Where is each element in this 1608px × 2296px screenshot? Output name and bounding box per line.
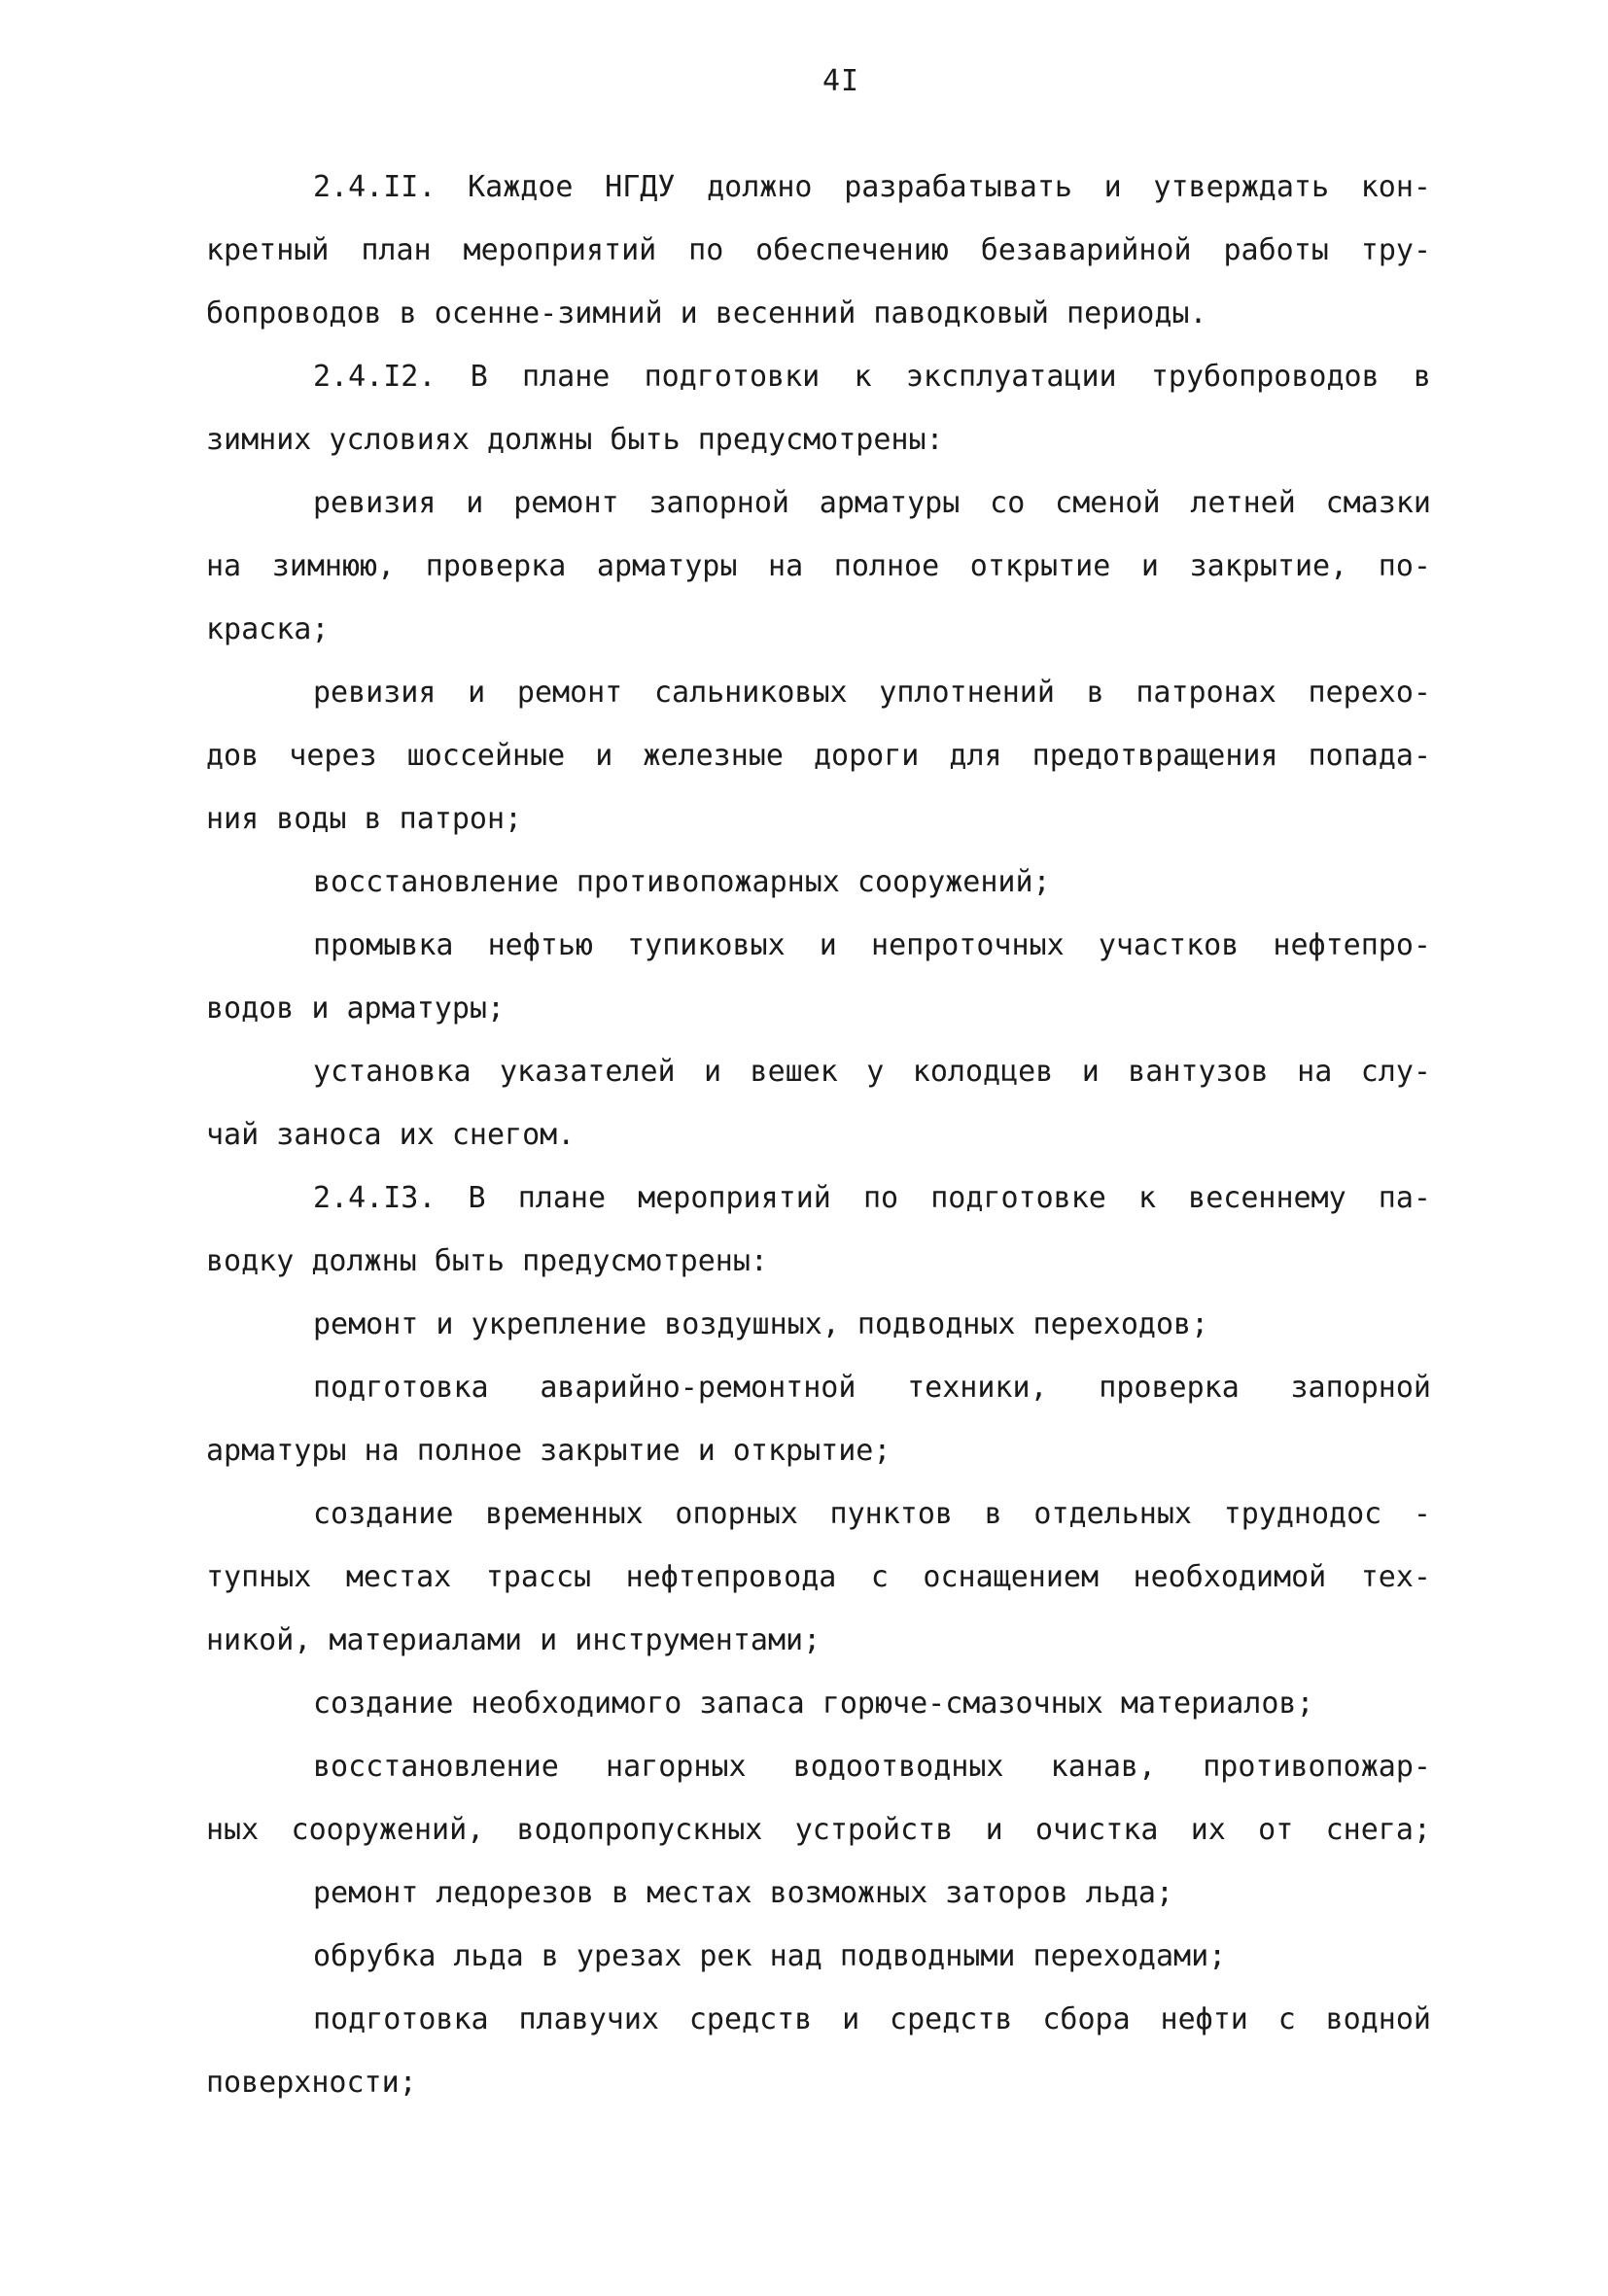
- page-number: 4I: [822, 64, 860, 98]
- text-line: бопроводов в осенне-зимний и весенний паводковый периоды.: [206, 296, 1207, 330]
- text-line: водку должны быть предусмотрены:: [206, 1244, 768, 1278]
- text-line: тупных местах трассы нефтепровода с оснащением необходимой тех-: [206, 1560, 1431, 1594]
- text-line: ных сооружений, водопропускных устройств и очистка их от снега;: [206, 1813, 1431, 1847]
- text-line: арматуры на полное закрытие и открытие;: [206, 1434, 891, 1468]
- text-line: установка указателей и вешек у колодцев и вантузов на слу-: [313, 1055, 1431, 1089]
- text-line: ния воды в патрон;: [206, 802, 523, 836]
- text-line: ревизия и ремонт сальниковых уплотнений в патронах перехо-: [313, 676, 1431, 710]
- text-line: на зимнюю, проверка арматуры на полное открытие и закрытие, по-: [206, 549, 1431, 583]
- text-line: 2.4.I3. В плане мероприятий по подготовке к весеннему па-: [313, 1181, 1431, 1215]
- text-line: поверхности;: [206, 2066, 417, 2100]
- text-line: ревизия и ремонт запорной арматуры со сменой летней смазки: [313, 486, 1431, 520]
- text-line: дов через шоссейные и железные дороги для предотвращения попада-: [206, 739, 1431, 773]
- text-line: 2.4.I2. В плане подготовки к эксплуатации трубопроводов в: [313, 360, 1431, 394]
- text-line: ремонт ледорезов в местах возможных заторов льда;: [313, 1876, 1174, 1910]
- text-line: зимних условиях должны быть предусмотрены:: [206, 423, 944, 457]
- text-line: восстановление противопожарных сооружений;: [313, 865, 1051, 899]
- text-line: краска;: [206, 612, 330, 646]
- text-line: промывка нефтью тупиковых и непроточных участков нефтепро-: [313, 928, 1431, 962]
- text-line: обрубка льда в урезах рек над подводными переходами;: [313, 1939, 1227, 1973]
- text-line: создание необходимого запаса горюче-смазочных материалов;: [313, 1687, 1314, 1721]
- text-line: подготовка аварийно-ремонтной техники, проверка запорной: [313, 1371, 1431, 1405]
- text-line: никой, материалами и инструментами;: [206, 1623, 821, 1657]
- text-line: кретный план мероприятий по обеспечению безаварийной работы тру-: [206, 233, 1431, 267]
- body-text: [206, 156, 1431, 2114]
- text-line: водов и арматуры;: [206, 991, 506, 1026]
- text-line: подготовка плавучих средств и средств сбора нефти с водной: [313, 2002, 1431, 2036]
- text-line: 2.4.II. Каждое НГДУ должно разрабатывать и утверждать кон-: [313, 170, 1431, 204]
- text-line: чай заноса их снегом.: [206, 1118, 576, 1152]
- text-line: создание временных опорных пунктов в отдельных труднодос -: [313, 1497, 1431, 1531]
- text-line: восстановление нагорных водоотводных канав, противопожар-: [313, 1750, 1431, 1784]
- text-line: ремонт и укрепление воздушных, подводных переходов;: [313, 1307, 1209, 1341]
